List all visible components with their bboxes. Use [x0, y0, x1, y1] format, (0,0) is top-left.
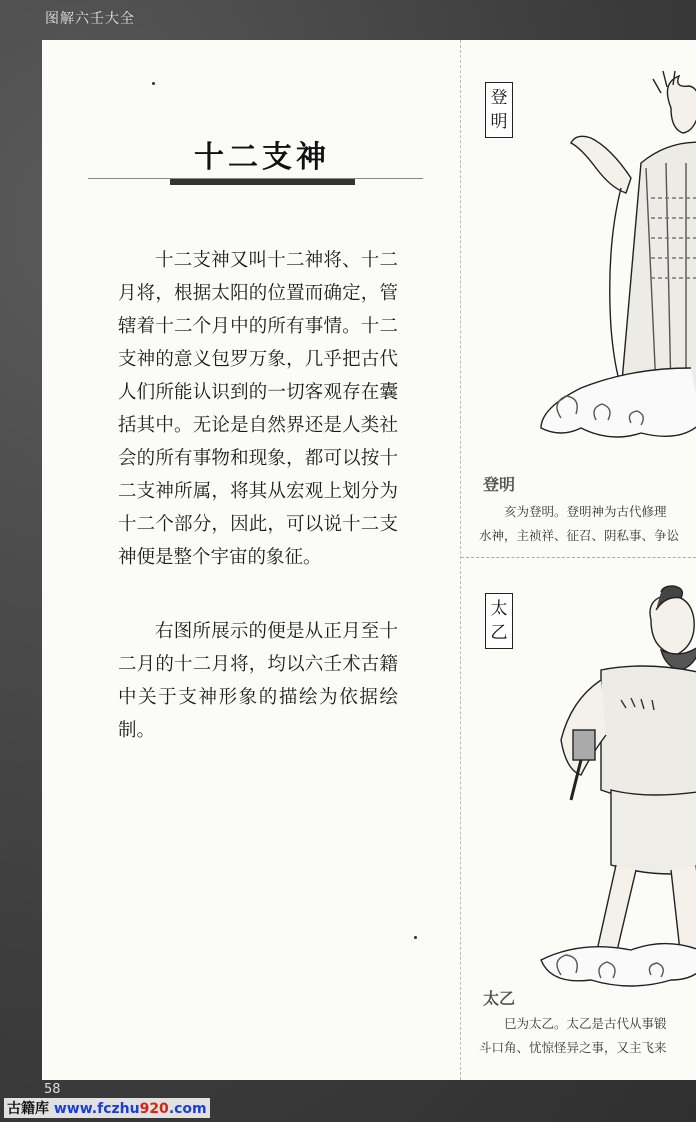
title-underline-bar: [170, 179, 355, 185]
taiyi-illustration: [501, 580, 696, 1010]
dengming-illustration: [501, 68, 696, 468]
caption-name-dengming: 登明: [483, 475, 516, 494]
book-title: 图解六壬大全: [45, 11, 135, 27]
section-title: 十二支神: [194, 140, 330, 175]
caption-line-taiyi-1: 巳为太乙。太乙是古代从事锻: [504, 1016, 667, 1031]
watermark-site-name: 古籍库: [7, 1101, 49, 1117]
caption-line-dengming-2: 水神，主祯祥、征召、阴私事、争讼: [479, 528, 680, 543]
paper-sheet: [42, 40, 696, 1080]
speck-mark: [414, 936, 417, 939]
page-number: 58: [44, 1082, 61, 1097]
caption-line-taiyi-2: 斗口角、忧惊怪异之事，又主飞来: [479, 1040, 667, 1055]
figure-divider: [461, 557, 696, 558]
body-paragraph-1: 十二支神又叫十二神将、十二月将，根据太阳的位置而确定，管辖着十二个月中的所有事情。十二支神的意义包罗万象，几乎把古代人们所能认识到的一切客观存在囊括其中。无论是自然界还是人类社会的所有事物和现象，都可以按十二支神所属，将其从宏观上划分为十二个部分，因此，可以说十二支神便是整个宇宙的象征。: [118, 250, 398, 568]
figure-label-dengming: 登 明: [485, 82, 513, 138]
left-column: [42, 40, 442, 1080]
figure-label-taiyi: 太 乙: [485, 593, 513, 649]
speck-mark: [152, 82, 155, 85]
watermark-url-prefix: www.fczhu: [53, 1101, 140, 1117]
watermark-url-number: 920: [139, 1101, 169, 1117]
site-watermark: [4, 1098, 210, 1118]
caption-name-taiyi: 太乙: [483, 989, 516, 1008]
right-column: [460, 40, 696, 1080]
caption-line-dengming-1: 亥为登明。登明神为古代修理: [504, 504, 667, 519]
body-paragraph-2: 右图所展示的便是从正月至十二月的十二月将，均以六壬术古籍中关于支神形象的描绘为依据绘制。: [118, 621, 398, 741]
watermark-url-suffix: .com: [168, 1101, 207, 1117]
